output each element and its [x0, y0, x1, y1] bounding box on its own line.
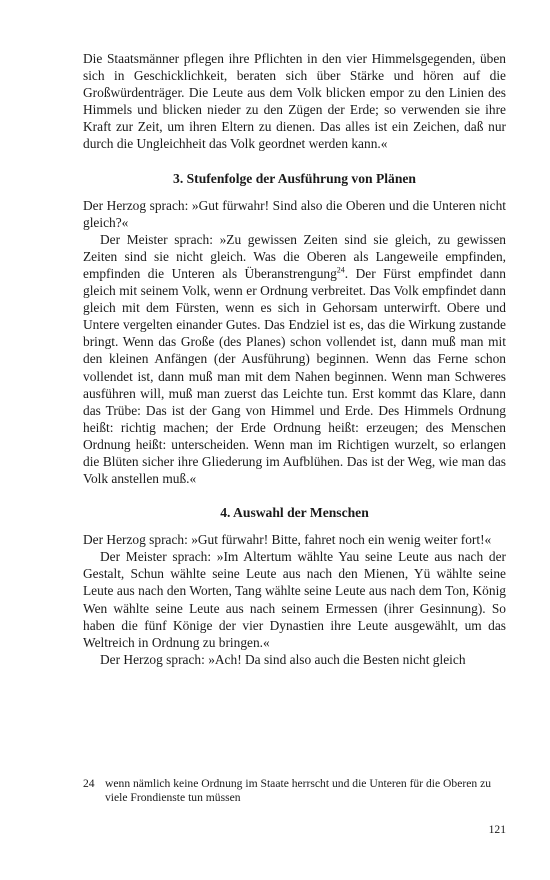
page-body	[83, 50, 506, 668]
section-3-paragraph-2-text-b: . Der Fürst empfindet dann gleich mit seinem Volk, wenn er Ordnung verbreitet. Das Volk empfindet dann gleich mit dem Fürsten, wenn es sich in Gehorsam unterwirft. Obere und Untere vergelten einander Gutes. Das Endziel ist es, das die Wirkung zustande bringt. Wenn das Große (des Planes) schon vollendet ist, dann muß man mit den kleinen Anfängen (der Ausführung) beginnen. Wenn das Ferne schon vollendet ist, dann muß man mit dem Nahen beginnen. Wenn man Schweres ausführen will, muß man zuerst das Leichte tun. Erst kommt das Klare, dann das Trübe: Das ist der Gang von Himmel und Erde. Des Himmels Ordnung heißt: richtig machen; der Erde Ordnung heißt: erzeugen; des Menschen Ordnung heißt: unterscheiden. Wenn man im Richtigen wurzelt, so erlangen die Blüten sicher ihre Gliederung im Aufblühen. Das ist der Weg, wie man das Volk anstellen muß.«	[83, 265, 506, 487]
footnote-number: 24	[83, 777, 95, 790]
section-4-paragraph-1: Der Herzog sprach: »Gut fürwahr! Bitte, fahret noch ein wenig weiter fort!«	[83, 532, 492, 548]
footnote-reference: 24	[336, 265, 345, 275]
intro-paragraph: Die Staatsmänner pflegen ihre Pflichten in den vier Himmelsgegenden, üben sich in Geschicklichkeit, beraten sich über Stärke und hören auf die Großwürdenträger. Die Leute aus dem Volk blicken empor zu den Linien des Himmels und blicken nieder zu den Zügen der Erde; so verwenden sie ihre Kraft zur Zeit, um ihren Eltern zu dienen. Das alles ist ein Zeichen, daß nur durch die Ungleichheit das Volk geordnet werden kann.«	[83, 51, 506, 152]
section-3-heading: 3. Stufenfolge der Ausführung von Plänen	[173, 170, 416, 186]
section-3-paragraph-2	[83, 231, 506, 487]
section-4-paragraph-2: Der Meister sprach: »Im Altertum wählte Yau seine Leute aus nach der Gestalt, Schun wählte seine Leute aus nach den Mienen, Yü wählte seine Leute aus nach den Worten, Tang wählte seine Leute aus nach dem Ton, König Wen wählte seine Leute aus nach seinem Ermessen (ihrer Gesinnung). So haben die fünf Könige der vier Dynastien ihre Leute ausgewählt, um das Weltreich in Ordnung zu bringen.«	[83, 549, 506, 650]
footnote-text: wenn nämlich keine Ordnung im Staate herrscht und die Unteren für die Oberen zu viele Frondienste tun müssen	[105, 777, 492, 805]
section-3-paragraph-2-text-a: Der Meister sprach: »Zu gewissen Zeiten sind sie gleich, zu gewissen Zeiten sind sie nicht gleich. Was die Oberen als Langeweile empfinden, empfinden die Unteren als Überanstrengung	[83, 231, 506, 281]
page-number: 121	[488, 823, 506, 836]
section-4-paragraph-3: Der Herzog sprach: »Ach! Da sind also auch die Besten nicht gleich	[100, 651, 466, 667]
section-4-heading: 4. Auswahl der Menschen	[220, 505, 369, 521]
section-3-paragraph-1: Der Herzog sprach: »Gut fürwahr! Sind also die Oberen und die Unteren nicht gleich?«	[83, 197, 506, 230]
footnote	[83, 777, 506, 806]
